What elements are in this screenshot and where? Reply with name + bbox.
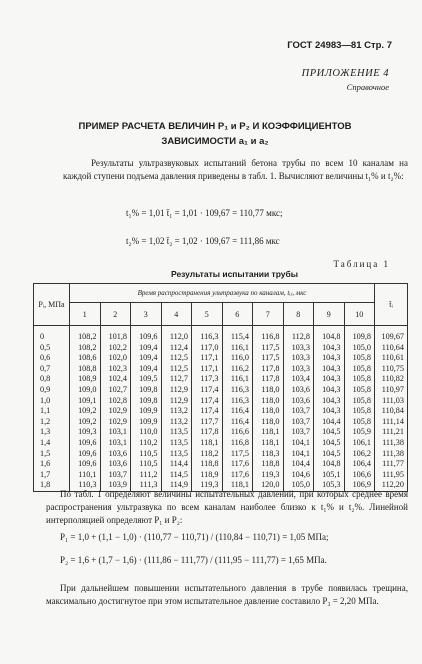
average-cell: 110,84 xyxy=(375,406,408,417)
formula-t1: t₁% = 1,01 t̄₁ = 1,01 · 109,67 = 110,77 мкс; xyxy=(126,208,283,218)
time-cell: 113,2 xyxy=(161,417,192,428)
time-cell: 104,4 xyxy=(283,459,314,470)
table-row xyxy=(34,353,408,364)
time-cell: 104,4 xyxy=(314,417,345,428)
time-cell: 106,6 xyxy=(344,470,375,481)
time-cell: 109,4 xyxy=(131,353,162,364)
time-cell: 118,0 xyxy=(253,417,284,428)
time-cell: 116,3 xyxy=(192,326,223,343)
time-cell: 104,5 xyxy=(314,427,345,438)
time-cell: 117,5 xyxy=(222,449,253,460)
section-title xyxy=(40,119,390,149)
time-cell: 103,6 xyxy=(100,449,131,460)
time-cell: 117,6 xyxy=(222,470,253,481)
appendix-block xyxy=(302,68,389,92)
table-row xyxy=(34,470,408,481)
time-cell: 109,6 xyxy=(131,326,162,343)
pressure-cell: 0,7 xyxy=(34,364,70,375)
final-paragraph: При дальнейшем повышении испытательного давления в трубе появилась трещина, максимально достигнутое при этом испытательное давление составило P₃ = 2,20 МПа. xyxy=(46,583,408,606)
average-cell: 111,77 xyxy=(375,459,408,470)
time-cell: 117,1 xyxy=(192,364,223,375)
time-cell: 109,6 xyxy=(70,459,101,470)
conclusion-paragraph: По табл. 1 определяют величины испытательных давлений, при которых среднее время распространения ультразвука по всем каналам наиболее близко к t₁% и t₂%. Линейной интерполяцией определяют P₁ и P₂: xyxy=(46,489,408,525)
time-cell: 103,3 xyxy=(283,353,314,364)
time-cell: 112,5 xyxy=(161,364,192,375)
time-cell: 105,8 xyxy=(344,396,375,407)
time-cell: 117,3 xyxy=(192,374,223,385)
time-cell: 106,1 xyxy=(344,438,375,449)
time-cell: 113,5 xyxy=(161,449,192,460)
time-cell: 117,1 xyxy=(192,353,223,364)
time-cell: 110,3 xyxy=(70,480,101,491)
time-cell: 117,6 xyxy=(222,459,253,470)
table-row xyxy=(34,438,408,449)
time-cell: 105,0 xyxy=(283,480,314,491)
time-cell: 114,4 xyxy=(161,459,192,470)
pressure-cell: 1,3 xyxy=(34,427,70,438)
time-cell: 120,0 xyxy=(253,480,284,491)
channel-header: 10 xyxy=(344,303,375,326)
time-cell: 108,2 xyxy=(70,326,101,343)
time-cell: 109,2 xyxy=(70,406,101,417)
time-cell: 109,8 xyxy=(131,385,162,396)
average-cell: 111,38 xyxy=(375,438,408,449)
time-cell: 104,3 xyxy=(314,406,345,417)
section-title-line2: ЗАВИСИМОСТИ a₁ и a₂ xyxy=(161,136,269,147)
time-cell: 116,3 xyxy=(222,396,253,407)
pressure-cell: 0 xyxy=(34,326,70,343)
appendix-subtitle: Справочное xyxy=(346,82,389,92)
pressure-cell: 1,5 xyxy=(34,449,70,460)
pressure-cell: 1,6 xyxy=(34,459,70,470)
average-cell: 110,82 xyxy=(375,374,408,385)
time-cell: 110,5 xyxy=(131,459,162,470)
pressure-cell: 1,7 xyxy=(34,470,70,481)
channel-header: 6 xyxy=(222,303,253,326)
time-cell: 118,1 xyxy=(192,438,223,449)
pressure-cell: 0,5 xyxy=(34,343,70,354)
time-cell: 117,4 xyxy=(192,396,223,407)
time-cell: 109,8 xyxy=(344,326,375,343)
time-cell: 103,3 xyxy=(283,343,314,354)
average-cell: 110,75 xyxy=(375,364,408,375)
table-row xyxy=(34,385,408,396)
channel-header: 7 xyxy=(253,303,284,326)
table-row xyxy=(34,406,408,417)
equation-p2: P₂ = 1,6 + (1,7 − 1,6) · (111,86 − 111,77) / (111,95 − 111,77) = 1,65 МПа. xyxy=(60,555,327,565)
time-cell: 113,2 xyxy=(161,406,192,417)
table-row xyxy=(34,343,408,354)
time-cell: 116,8 xyxy=(222,438,253,449)
channel-header: 3 xyxy=(131,303,162,326)
page-header: ГОСТ 24983—81 Стр. 7 xyxy=(287,40,392,51)
time-cell: 112,9 xyxy=(161,385,192,396)
time-cell: 117,5 xyxy=(253,343,284,354)
channel-header: 5 xyxy=(192,303,223,326)
time-cell: 110,1 xyxy=(70,470,101,481)
table-row xyxy=(34,364,408,375)
time-cell: 109,6 xyxy=(70,449,101,460)
time-cell: 113,5 xyxy=(161,427,192,438)
time-cell: 110,0 xyxy=(131,427,162,438)
pressure-cell: 0,9 xyxy=(34,385,70,396)
channel-header: 9 xyxy=(314,303,345,326)
average-cell: 111,03 xyxy=(375,396,408,407)
pressure-cell: 1,2 xyxy=(34,417,70,428)
time-cell: 105,8 xyxy=(344,374,375,385)
time-cell: 101,8 xyxy=(100,326,131,343)
time-cell: 116,8 xyxy=(253,326,284,343)
time-cell: 116,2 xyxy=(222,364,253,375)
time-cell: 109,4 xyxy=(131,343,162,354)
time-cell: 109,2 xyxy=(70,417,101,428)
time-cell: 105,8 xyxy=(344,353,375,364)
table-row xyxy=(34,326,408,343)
time-cell: 104,3 xyxy=(314,364,345,375)
time-cell: 117,4 xyxy=(192,406,223,417)
time-cell: 103,7 xyxy=(283,417,314,428)
time-cell: 117,8 xyxy=(253,364,284,375)
time-cell: 104,8 xyxy=(314,459,345,470)
time-cell: 104,3 xyxy=(314,374,345,385)
time-cell: 110,2 xyxy=(131,438,162,449)
time-cell: 106,4 xyxy=(344,459,375,470)
average-cell: 110,64 xyxy=(375,343,408,354)
time-cell: 108,2 xyxy=(70,343,101,354)
average-cell: 111,21 xyxy=(375,427,408,438)
time-cell: 103,1 xyxy=(100,427,131,438)
average-cell: 111,14 xyxy=(375,417,408,428)
time-cell: 103,3 xyxy=(283,364,314,375)
time-cell: 104,3 xyxy=(314,343,345,354)
time-cell: 118,8 xyxy=(253,459,284,470)
channel-header: 1 xyxy=(70,303,101,326)
average-cell: 111,38 xyxy=(375,449,408,460)
time-cell: 117,5 xyxy=(253,353,284,364)
time-cell: 103,4 xyxy=(283,374,314,385)
time-cell: 104,8 xyxy=(314,326,345,343)
time-cell: 104,6 xyxy=(283,470,314,481)
time-cell: 118,8 xyxy=(192,459,223,470)
time-cell: 105,8 xyxy=(344,385,375,396)
table-row xyxy=(34,396,408,407)
time-cell: 104,3 xyxy=(314,385,345,396)
section-title-line1: ПРИМЕР РАСЧЕТА ВЕЛИЧИН P₁ и P₂ И КОЭФФИЦИЕНТОВ xyxy=(78,121,352,132)
channel-header: 8 xyxy=(283,303,314,326)
results-table xyxy=(33,283,408,492)
time-cell: 105,8 xyxy=(344,364,375,375)
time-cell: 110,5 xyxy=(131,449,162,460)
time-cell: 118,3 xyxy=(253,449,284,460)
time-cell: 119,3 xyxy=(192,480,223,491)
time-cell: 112,8 xyxy=(283,326,314,343)
time-cell: 104,3 xyxy=(314,396,345,407)
average-cell: 112,20 xyxy=(375,480,408,491)
time-cell: 109,9 xyxy=(131,406,162,417)
time-cell: 105,0 xyxy=(344,343,375,354)
time-cell: 103,7 xyxy=(100,470,131,481)
time-cell: 111,3 xyxy=(131,480,162,491)
appendix-title: ПРИЛОЖЕНИЕ 4 xyxy=(301,68,389,79)
time-cell: 109,3 xyxy=(70,427,101,438)
time-cell: 116,1 xyxy=(222,374,253,385)
time-cell: 116,4 xyxy=(222,406,253,417)
channel-header: 2 xyxy=(100,303,131,326)
time-cell: 104,5 xyxy=(314,438,345,449)
pressure-cell: 1,1 xyxy=(34,406,70,417)
col-group-header: Время распространения ультразвука по каналам, tᵢⱼ, мкс xyxy=(70,284,375,303)
time-cell: 103,9 xyxy=(100,480,131,491)
time-cell: 116,1 xyxy=(222,343,253,354)
time-cell: 103,6 xyxy=(100,459,131,470)
time-cell: 118,0 xyxy=(253,385,284,396)
equation-p1: P₁ = 1,0 + (1,1 − 1,0) · (110,77 − 110,71) / (110,84 − 110,71) = 1,05 МПа; xyxy=(60,532,329,542)
time-cell: 105,8 xyxy=(344,417,375,428)
time-cell: 102,8 xyxy=(100,396,131,407)
time-cell: 105,8 xyxy=(344,406,375,417)
time-cell: 104,5 xyxy=(314,449,345,460)
time-cell: 117,4 xyxy=(192,385,223,396)
time-cell: 103,6 xyxy=(283,385,314,396)
time-cell: 114,9 xyxy=(161,480,192,491)
time-cell: 105,9 xyxy=(344,427,375,438)
table-row xyxy=(34,459,408,470)
average-cell: 110,61 xyxy=(375,353,408,364)
time-cell: 109,5 xyxy=(131,374,162,385)
time-cell: 104,3 xyxy=(314,353,345,364)
time-cell: 112,7 xyxy=(161,374,192,385)
time-cell: 105,1 xyxy=(314,470,345,481)
time-cell: 103,7 xyxy=(283,427,314,438)
table-row xyxy=(34,427,408,438)
time-cell: 112,0 xyxy=(161,326,192,343)
time-cell: 118,1 xyxy=(222,480,253,491)
time-cell: 115,4 xyxy=(222,326,253,343)
time-cell: 104,1 xyxy=(283,449,314,460)
time-cell: 116,6 xyxy=(222,427,253,438)
time-cell: 102,2 xyxy=(100,343,131,354)
table-row xyxy=(34,374,408,385)
time-cell: 119,3 xyxy=(253,470,284,481)
pressure-cell: 1,4 xyxy=(34,438,70,449)
time-cell: 118,0 xyxy=(253,406,284,417)
time-cell: 103,6 xyxy=(283,396,314,407)
time-cell: 112,5 xyxy=(161,353,192,364)
time-cell: 112,4 xyxy=(161,343,192,354)
time-cell: 102,3 xyxy=(100,364,131,375)
table-row xyxy=(34,449,408,460)
time-cell: 118,9 xyxy=(192,470,223,481)
time-cell: 117,7 xyxy=(192,417,223,428)
table-title: Результаты испытании трубы xyxy=(170,269,299,279)
time-cell: 118,1 xyxy=(253,427,284,438)
time-cell: 102,7 xyxy=(100,385,131,396)
time-cell: 117,8 xyxy=(192,427,223,438)
time-cell: 102,4 xyxy=(100,374,131,385)
time-cell: 116,3 xyxy=(222,385,253,396)
time-cell: 109,6 xyxy=(70,438,101,449)
average-cell: 111,95 xyxy=(375,470,408,481)
pressure-cell: 1,8 xyxy=(34,480,70,491)
channel-header: 4 xyxy=(161,303,192,326)
time-cell: 116,0 xyxy=(222,353,253,364)
time-cell: 111,2 xyxy=(131,470,162,481)
time-cell: 103,1 xyxy=(100,438,131,449)
time-cell: 105,3 xyxy=(314,480,345,491)
time-cell: 109,1 xyxy=(70,396,101,407)
time-cell: 106,2 xyxy=(344,449,375,460)
time-cell: 103,7 xyxy=(283,406,314,417)
time-cell: 113,5 xyxy=(161,438,192,449)
time-cell: 118,1 xyxy=(253,438,284,449)
time-cell: 118,0 xyxy=(253,396,284,407)
time-cell: 109,0 xyxy=(70,385,101,396)
time-cell: 108,8 xyxy=(70,364,101,375)
col-pressure-header: Pᵢ, МПа xyxy=(34,284,70,326)
average-cell: 109,67 xyxy=(375,326,408,343)
time-cell: 102,9 xyxy=(100,406,131,417)
time-cell: 109,4 xyxy=(131,364,162,375)
time-cell: 106,9 xyxy=(344,480,375,491)
table-number: Таблица 1 xyxy=(333,259,390,269)
average-cell: 110,97 xyxy=(375,385,408,396)
intro-paragraph: Результаты ультразвуковых испытаний бетона трубы по всем 10 каналам на каждой ступени подъема давления приведены в табл. 1. Вычисляют величины t₁% и t₂%: xyxy=(63,158,408,181)
pressure-cell: 0,8 xyxy=(34,374,70,385)
pressure-cell: 1,0 xyxy=(34,396,70,407)
time-cell: 112,9 xyxy=(161,396,192,407)
time-cell: 109,9 xyxy=(131,417,162,428)
time-cell: 117,8 xyxy=(253,374,284,385)
time-cell: 109,8 xyxy=(131,396,162,407)
table-row xyxy=(34,417,408,428)
col-average-header: t̄ᵢ xyxy=(375,284,408,326)
time-cell: 104,1 xyxy=(283,438,314,449)
time-cell: 118,2 xyxy=(192,449,223,460)
time-cell: 108,6 xyxy=(70,353,101,364)
time-cell: 102,0 xyxy=(100,353,131,364)
time-cell: 114,5 xyxy=(161,470,192,481)
time-cell: 117,0 xyxy=(192,343,223,354)
pressure-cell: 0,6 xyxy=(34,353,70,364)
time-cell: 116,4 xyxy=(222,417,253,428)
time-cell: 108,9 xyxy=(70,374,101,385)
formula-t2: t₂% = 1,02 t̄₂ = 1,02 · 109,67 = 111,86 мкс xyxy=(126,236,280,246)
time-cell: 102,9 xyxy=(100,417,131,428)
